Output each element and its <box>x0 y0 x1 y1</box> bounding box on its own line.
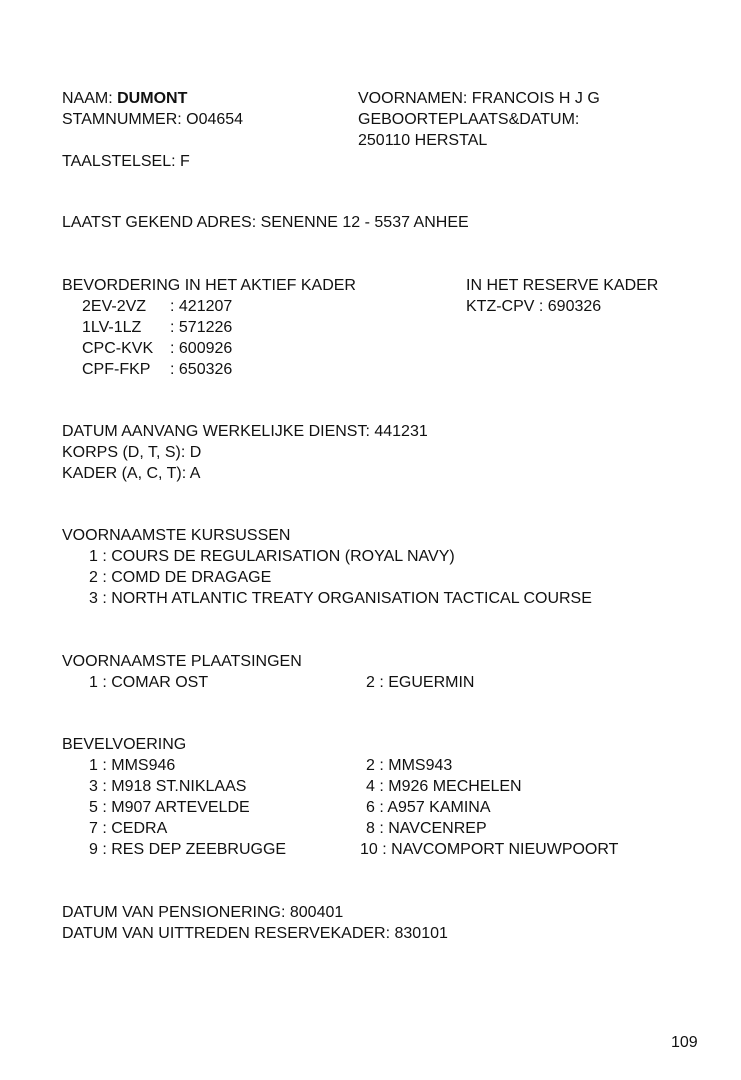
geboorte-value: 250110 HERSTAL <box>358 132 488 149</box>
command-item: 4 : M926 MECHELEN <box>366 778 522 795</box>
promotion-date: : 650326 <box>170 361 233 378</box>
posting-item: 2 : EGUERMIN <box>366 674 475 691</box>
promotion-rank: 1LV-1LZ <box>82 319 142 336</box>
promotion-date: : 421207 <box>170 298 233 315</box>
courses-title: VOORNAAMSTE KURSUSSEN <box>62 527 291 544</box>
service-start: DATUM AANVANG WERKELIJKE DIENST: 441231 <box>62 423 428 440</box>
name-line <box>62 89 187 109</box>
kader: KADER (A, C, T): A <box>62 465 201 482</box>
korps: KORPS (D, T, S): D <box>62 444 202 461</box>
promotion-rank: 2EV-2VZ <box>82 298 147 315</box>
reserve-exit-date: DATUM VAN UITTREDEN RESERVEKADER: 830101 <box>62 925 448 942</box>
promotion-rank: CPC-KVK <box>82 340 154 357</box>
command-item: 6 : A957 KAMINA <box>366 799 491 816</box>
page-number: 109 <box>671 1034 698 1051</box>
geboorte-label: GEBOORTEPLAATS&DATUM: <box>358 111 580 128</box>
promotion-rank: CPF-FKP <box>82 361 151 378</box>
command-item: 3 : M918 ST.NIKLAAS <box>89 778 247 795</box>
active-promotion-title: BEVORDERING IN HET AKTIEF KADER <box>62 277 356 294</box>
posting-item: 1 : COMAR OST <box>89 674 209 691</box>
course-item: 1 : COURS DE REGULARISATION (ROYAL NAVY) <box>89 548 455 565</box>
reserve-promotion-row: KTZ-CPV : 690326 <box>466 298 602 315</box>
command-item: 1 : MMS946 <box>89 757 176 774</box>
name-label: NAAM: <box>62 90 113 107</box>
command-title: BEVELVOERING <box>62 736 187 753</box>
course-item: 2 : COMD DE DRAGAGE <box>89 569 272 586</box>
promotion-row <box>82 339 232 359</box>
taalstelsel: TAALSTELSEL: F <box>62 153 190 170</box>
command-item: 7 : CEDRA <box>89 820 168 837</box>
promotion-date: : 571226 <box>170 319 233 336</box>
reserve-promotion-title: IN HET RESERVE KADER <box>466 277 659 294</box>
command-item: 9 : RES DEP ZEEBRUGGE <box>89 841 287 858</box>
promotion-row <box>82 297 232 317</box>
command-item: 10 : NAVCOMPORT NIEUWPOORT <box>360 841 619 858</box>
course-item: 3 : NORTH ATLANTIC TREATY ORGANISATION TACTICAL COURSE <box>89 590 592 607</box>
command-item: 5 : M907 ARTEVELDE <box>89 799 250 816</box>
promotion-row <box>82 360 232 380</box>
command-item: 8 : NAVCENREP <box>366 820 487 837</box>
promotion-row <box>82 318 232 338</box>
command-item: 2 : MMS943 <box>366 757 453 774</box>
postings-title: VOORNAAMSTE PLAATSINGEN <box>62 653 302 670</box>
promotion-date: : 600926 <box>170 340 233 357</box>
address: LAATST GEKEND ADRES: SENENNE 12 - 5537 ANHEE <box>62 214 469 231</box>
name-value: DUMONT <box>117 90 188 107</box>
voornamen: VOORNAMEN: FRANCOIS H J G <box>358 90 600 107</box>
pension-date: DATUM VAN PENSIONERING: 800401 <box>62 904 344 921</box>
stamnummer: STAMNUMMER: O04654 <box>62 111 244 128</box>
